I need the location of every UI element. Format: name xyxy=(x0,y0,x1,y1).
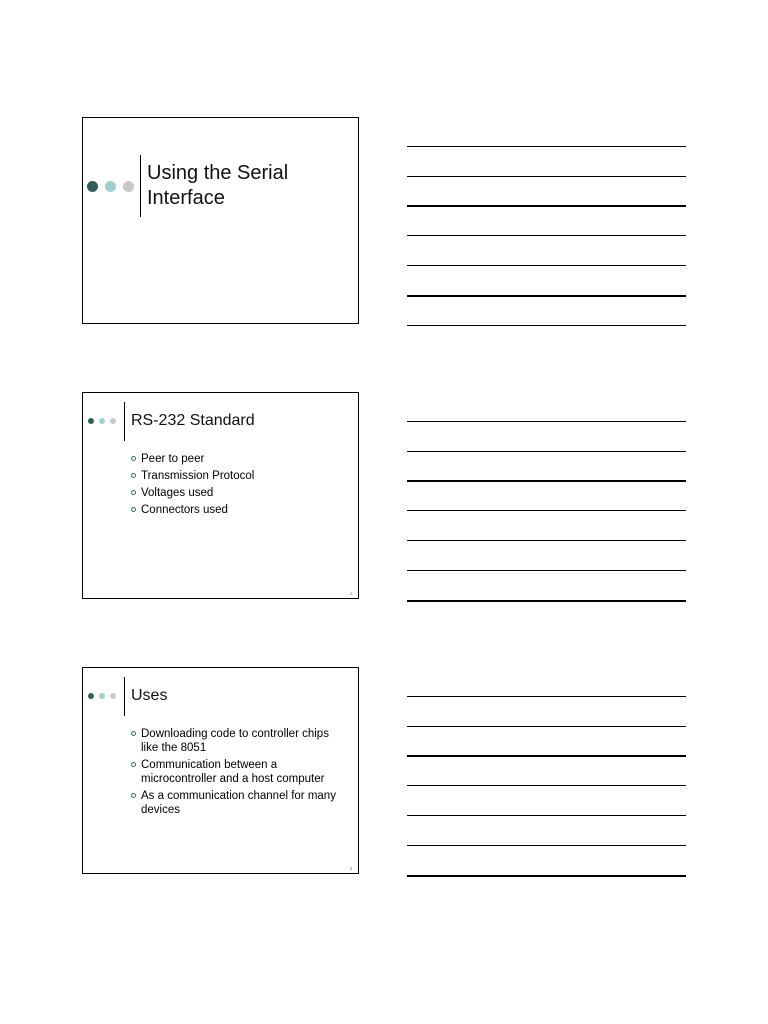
note-line xyxy=(407,696,686,697)
note-line xyxy=(407,510,686,511)
slide-page-number: 2 xyxy=(349,591,352,596)
note-line xyxy=(407,540,686,541)
list-item: Communication between a microcontroller and a host computer xyxy=(131,758,336,786)
dot-icon xyxy=(110,693,116,699)
note-line xyxy=(407,755,686,757)
bullet-list xyxy=(131,452,254,520)
circle-bullet-icon xyxy=(131,473,136,478)
note-line xyxy=(407,421,686,422)
note-line xyxy=(407,815,686,816)
list-item: Downloading code to controller chips like the 8051 xyxy=(131,727,336,755)
dot-icon xyxy=(123,181,134,192)
note-line xyxy=(407,205,686,207)
dot-icon xyxy=(99,418,105,424)
circle-bullet-icon xyxy=(131,731,136,736)
circle-bullet-icon xyxy=(131,762,136,767)
note-line xyxy=(407,176,686,177)
list-item: Transmission Protocol xyxy=(131,469,254,483)
slide-thumbnail-2 xyxy=(82,392,359,599)
title-divider xyxy=(124,677,125,716)
dot-icon xyxy=(110,418,116,424)
note-line xyxy=(407,785,686,786)
list-item: Voltages used xyxy=(131,486,254,500)
circle-bullet-icon xyxy=(131,456,136,461)
dot-icon xyxy=(88,418,94,424)
note-line xyxy=(407,480,686,482)
note-line xyxy=(407,875,686,877)
title-divider xyxy=(140,155,141,217)
note-line xyxy=(407,265,686,266)
dot-icon xyxy=(88,693,94,699)
note-line xyxy=(407,146,686,147)
note-line xyxy=(407,451,686,452)
list-item: As a communication channel for many devices xyxy=(131,789,336,817)
note-line xyxy=(407,845,686,846)
slide-title: Uses xyxy=(131,687,168,704)
circle-bullet-icon xyxy=(131,490,136,495)
circle-bullet-icon xyxy=(131,507,136,512)
slide-thumbnail-1 xyxy=(82,117,359,324)
dot-icon xyxy=(105,181,116,192)
slide-thumbnail-3 xyxy=(82,667,359,874)
note-line xyxy=(407,325,686,326)
note-line xyxy=(407,295,686,297)
slide-page-number: 3 xyxy=(349,866,352,871)
list-item: Peer to peer xyxy=(131,452,254,466)
list-item: Connectors used xyxy=(131,503,254,517)
slide-title: RS-232 Standard xyxy=(131,412,255,429)
bullet-list xyxy=(131,727,336,820)
title-divider xyxy=(124,402,125,441)
note-line xyxy=(407,570,686,571)
note-line xyxy=(407,235,686,236)
slide-title: Using the Serial Interface xyxy=(147,162,289,209)
dot-icon xyxy=(99,693,105,699)
dot-icon xyxy=(87,181,98,192)
note-line xyxy=(407,726,686,727)
note-line xyxy=(407,600,686,602)
circle-bullet-icon xyxy=(131,793,136,798)
